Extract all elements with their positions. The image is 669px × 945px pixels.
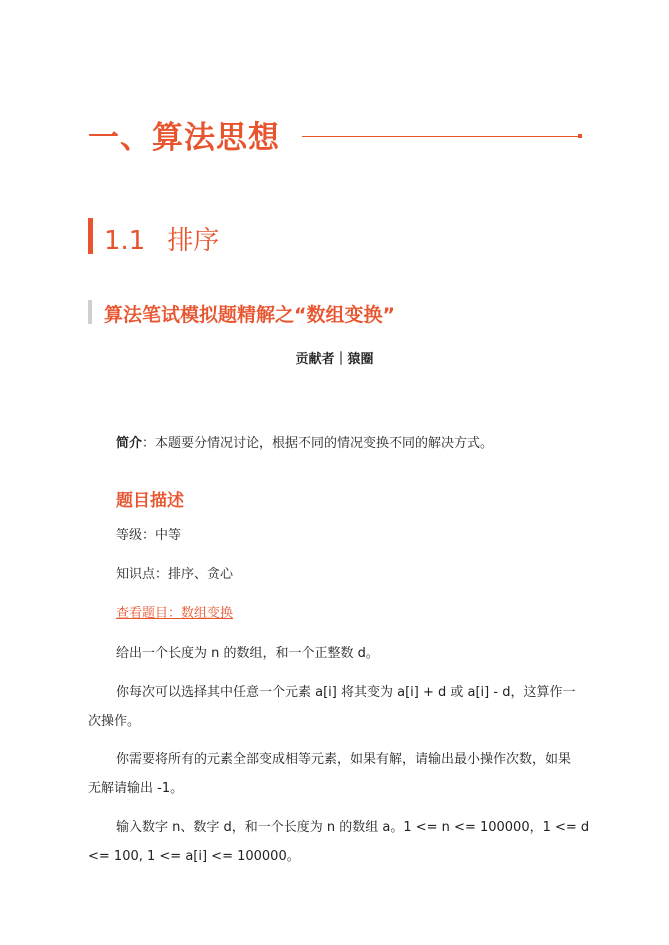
subsection-title: 算法笔试模拟题精解之“数组变换” — [104, 304, 395, 326]
chapter-title: 一、算法思想 — [88, 120, 280, 156]
problem-paragraph-4-line-2: <= 100, 1 <= a[i] <= 100000。 — [88, 849, 300, 864]
problem-paragraph-2-line-1: 你每次可以选择其中任意一个元素 a[i] 将其变为 a[i] + d 或 a[i] - d，这算作一 — [116, 685, 576, 700]
chapter-rule-end-dot — [578, 134, 582, 138]
contributor-line: 贡献者｜猿圈 — [295, 352, 374, 367]
view-problem-link[interactable]: 查看题目：数组变换 — [116, 606, 234, 621]
problem-paragraph-1: 给出一个长度为 n 的数组，和一个正整数 d。 — [116, 646, 379, 661]
intro-text: ：本题要分情况讨论，根据不同的情况变换不同的解决方式。 — [142, 436, 494, 451]
section-accent-bar — [88, 218, 93, 254]
problem-paragraph-3-line-1: 你需要将所有的元素全部变成相等元素，如果有解，请输出最小操作次数，如果 — [116, 752, 572, 767]
intro-paragraph — [116, 435, 493, 453]
problem-paragraph-3-line-2: 无解请输出 -1。 — [88, 781, 184, 796]
problem-paragraph-2-line-2: 次操作。 — [88, 714, 141, 729]
section-title: 排序 — [167, 226, 220, 256]
difficulty-level: 等级：中等 — [116, 528, 182, 543]
problem-paragraph-4-line-1: 输入数字 n、数字 d，和一个长度为 n 的数组 a。1 <= n <= 100000，1 <= d — [116, 820, 590, 835]
subsection-accent-bar — [88, 300, 92, 324]
chapter-rule — [302, 136, 580, 137]
section-heading — [104, 220, 219, 257]
intro-label: 简介 — [116, 436, 143, 451]
description-heading: 题目描述 — [116, 491, 184, 511]
knowledge-points: 知识点：排序、贪心 — [116, 567, 234, 582]
section-number: 1.1 — [104, 226, 146, 256]
